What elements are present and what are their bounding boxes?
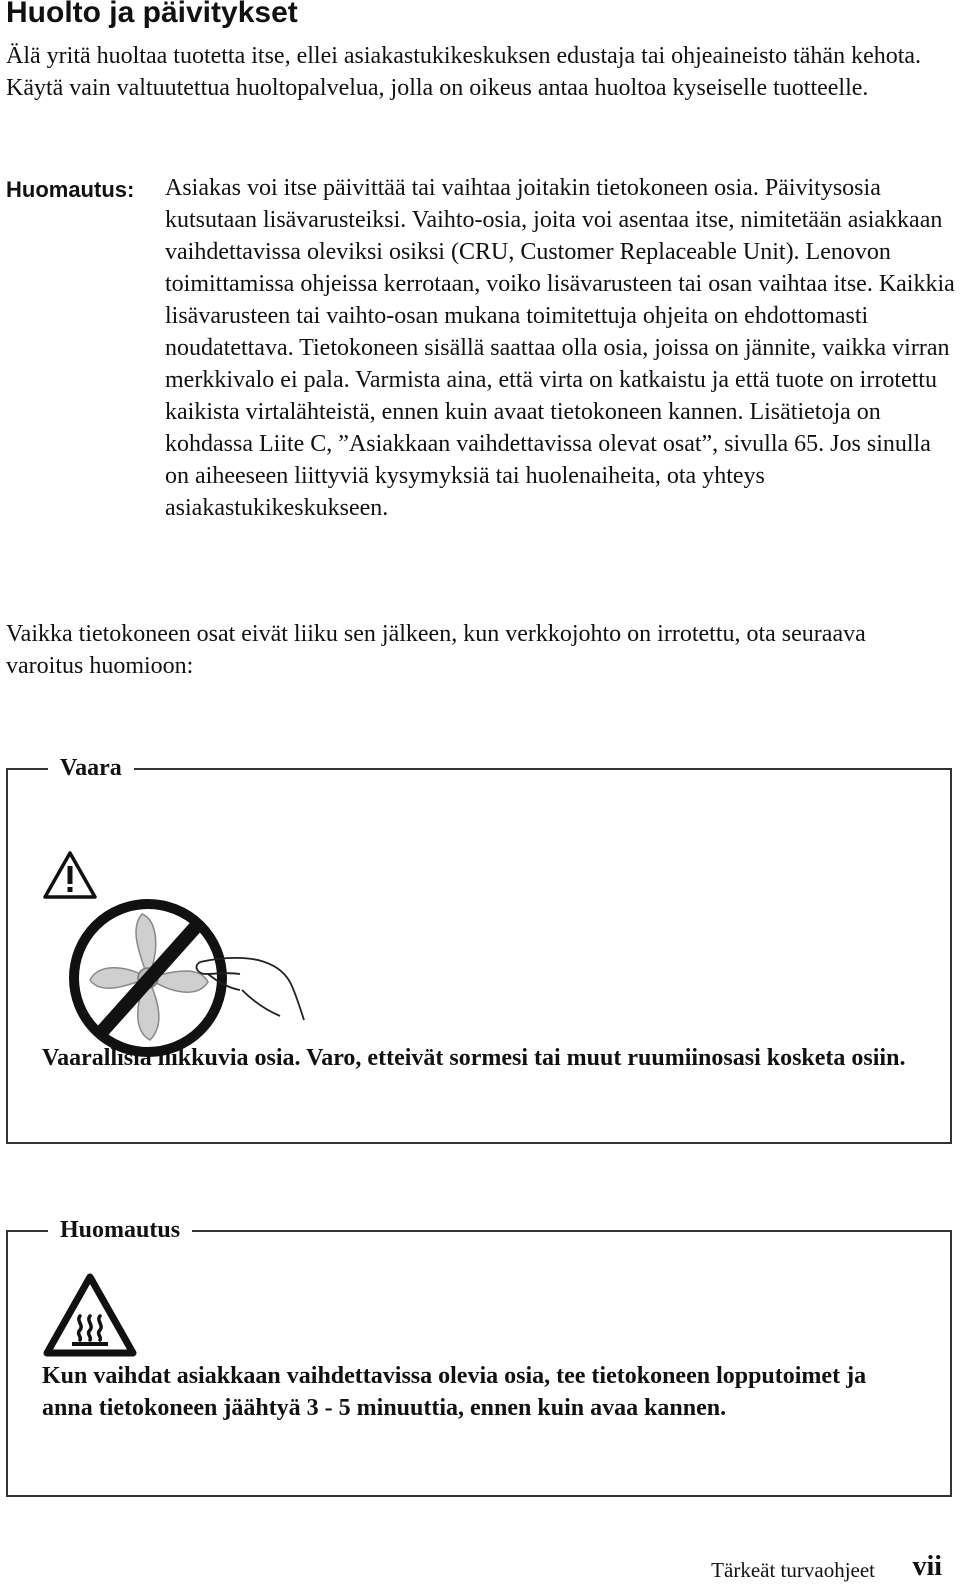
danger-box <box>6 755 952 1144</box>
note-label: Huomautus: <box>6 177 135 202</box>
footer-page-number: vii <box>912 1551 942 1582</box>
page-heading: Huolto ja päivitykset <box>6 0 298 29</box>
warning-intro-paragraph: Vaikka tietokoneen osat eivät liiku sen jälkeen, kun verkkojohto on irrotettu, ota seuraava varoitus huomioon: <box>6 621 866 679</box>
hot-surface-icon <box>42 1272 138 1358</box>
intro-paragraph: Älä yritä huoltaa tuotetta itse, ellei asiakastukikeskuksen edustaja tai ohjeaineisto tähän kehota. Käytä vain valtuutettua huoltopalvelua, jolla on oikeus antaa huoltoa kyseiselle tuotteelle. <box>6 43 922 101</box>
danger-box-title: Vaara <box>48 750 134 786</box>
caution-box-title: Huomautus <box>48 1212 192 1248</box>
caution-box <box>6 1217 952 1497</box>
caution-box-text: Kun vaihdat asiakkaan vaihdettavissa olevia osia, tee tietokoneen lopputoimet ja anna tietokoneen jäähtyä 3 - 5 minuuttia, ennen kuin avaa kannen. <box>42 1363 867 1421</box>
footer-section-title: Tärkeät turvaohjeet <box>711 1558 875 1582</box>
danger-box-text: Vaarallisia liikkuvia osia. Varo, etteivät sormesi tai muut ruumiinosasi kosketa osiin. <box>42 1045 906 1071</box>
note-text: Asiakas voi itse päivittää tai vaihtaa joitakin tietokoneen osia. Päivitysosia kutsutaan lisävarusteiksi. Vaihto-osia, joita voi asentaa itse, nimitetään asiakkaan vaihdettavissa oleviksi osiksi (CRU, Customer Replaceable Unit). Lenovon toimittamissa ohjeissa kerrotaan, voiko lisävarusteen tai osan vaihtaa itse. Kaikkia lisävarusteen tai vaihto-osan mukana toimitettuja ohjeita on ehdottomasti noudatettava. Tietokoneen sisällä saattaa olla osia, joissa on jännite, vaikka virran merkkivalo ei pala. Varmista aina, että virta on katkaistu ja että tuote on irrotettu kaikista virtalähteistä, ennen kuin avaat tietokoneen kannen. Lisätietoja on kohdassa Liite C, ”Asiakkaan vaihdettavissa olevat osat”, sivulla 65. Jos sinulla on aiheeseen liittyviä kysymyksiä tai huolenaiheita, ota yhteys asiakastukikeskukseen. <box>165 175 955 521</box>
